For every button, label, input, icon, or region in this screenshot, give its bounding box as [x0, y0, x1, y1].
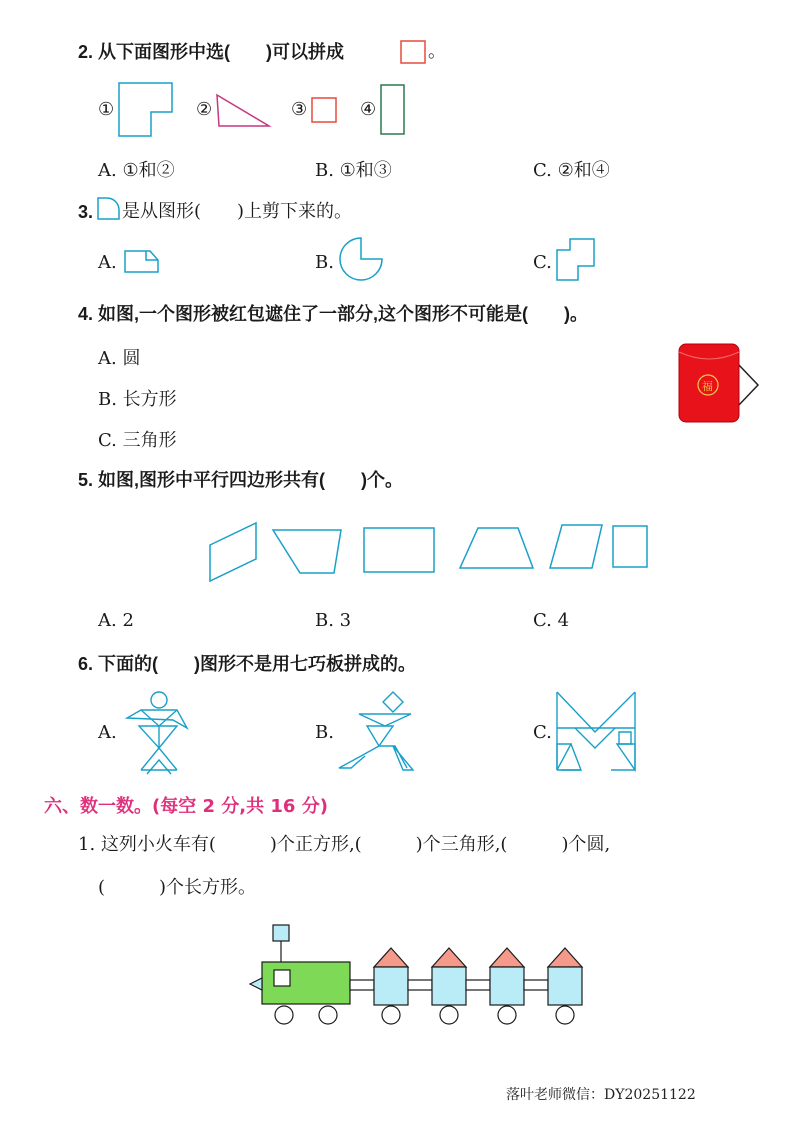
q4-option-a[interactable]: A. 圆: [98, 348, 141, 369]
q3-stem: 是从图形( )上剪下来的。: [122, 201, 353, 222]
q2-label-1: ①: [98, 99, 115, 120]
trapezoid-inverted-icon: [273, 530, 341, 573]
q3-option-a[interactable]: A.: [98, 252, 117, 273]
rectangle-icon: [364, 528, 434, 572]
q4-option-b[interactable]: B. 长方形: [98, 389, 177, 410]
q5-option-a[interactable]: A. 2: [98, 610, 134, 631]
tangram-dancer-icon: [125, 690, 189, 776]
front-triangle: [250, 978, 262, 990]
q5-option-c[interactable]: C. 4: [533, 610, 570, 631]
q5-stem: 5. 如图,图形中平行四边形共有( )个。: [78, 470, 404, 490]
tall-rectangle-icon: [380, 84, 406, 136]
quarter-shape-icon: [97, 197, 121, 221]
q2-tail: 。: [428, 41, 446, 62]
q2-target-square-icon: [400, 40, 426, 64]
trapezoid-icon: [460, 528, 533, 568]
footer-contact: 落叶老师微信：DY20251122: [506, 1087, 696, 1103]
q6-option-a[interactable]: A.: [98, 722, 117, 743]
tangram-m-shape-icon: [555, 690, 637, 772]
l-shape-icon: [118, 82, 174, 138]
q2-option-c[interactable]: C. ②和④: [533, 160, 610, 181]
notched-rectangle-icon: [124, 250, 160, 274]
parallelogram-icon: [550, 525, 602, 568]
envelope-seal-text: 福: [702, 380, 713, 393]
q2-label-2: ②: [196, 99, 213, 120]
q6-text: [78, 652, 416, 677]
q2-text: [78, 40, 344, 65]
q6-stem: 6. 下面的( )图形不是用七巧板拼成的。: [78, 654, 416, 674]
q2-label-4: ④: [360, 99, 377, 120]
chimney-square: [273, 925, 289, 941]
q6-option-c[interactable]: C.: [533, 722, 552, 743]
q2-option-a[interactable]: A. ①和②: [98, 160, 175, 181]
q3-option-c[interactable]: C.: [533, 252, 552, 273]
cab-window: [274, 970, 290, 986]
wheel-2: [319, 1006, 337, 1024]
q4-option-c[interactable]: C. 三角形: [98, 430, 177, 451]
tall-rectangle-q5-icon: [613, 526, 647, 567]
q4-text: [78, 302, 588, 327]
q6-option-b[interactable]: B.: [315, 722, 334, 743]
triangle-icon: [216, 94, 272, 128]
step-shape-icon: [556, 238, 596, 282]
q2-label-3: ③: [291, 99, 308, 120]
train-figure: [246, 922, 591, 1030]
small-square-icon: [311, 97, 337, 123]
q4-stem: 4. 如图,一个图形被红包遮住了一部分,这个图形不可能是( )。: [78, 304, 589, 324]
parallelogram-slanted-icon: [210, 523, 256, 581]
section-6-title: 六、数一数。(每空 2 分,共 16 分): [44, 796, 328, 817]
q3-number: 3.: [78, 202, 94, 222]
tangram-runner-icon: [337, 690, 417, 772]
q5-text: [78, 468, 403, 493]
pacman-circle-icon: [338, 236, 384, 282]
s6-q1-line2: ( )个长方形。: [98, 877, 257, 898]
q2-stem: 2. 从下面图形中选( )可以拼成: [78, 42, 344, 62]
q2-option-b[interactable]: B. ①和③: [315, 160, 392, 181]
wheel-1: [275, 1006, 293, 1024]
red-envelope-icon: [678, 342, 762, 424]
q5-option-b[interactable]: B. 3: [315, 610, 352, 631]
q5-shapes: [200, 515, 660, 585]
q3-option-b[interactable]: B.: [315, 252, 334, 273]
s6-q1-line1: 1. 这列小火车有( )个正方形,( )个三角形,( )个圆,: [78, 834, 611, 855]
